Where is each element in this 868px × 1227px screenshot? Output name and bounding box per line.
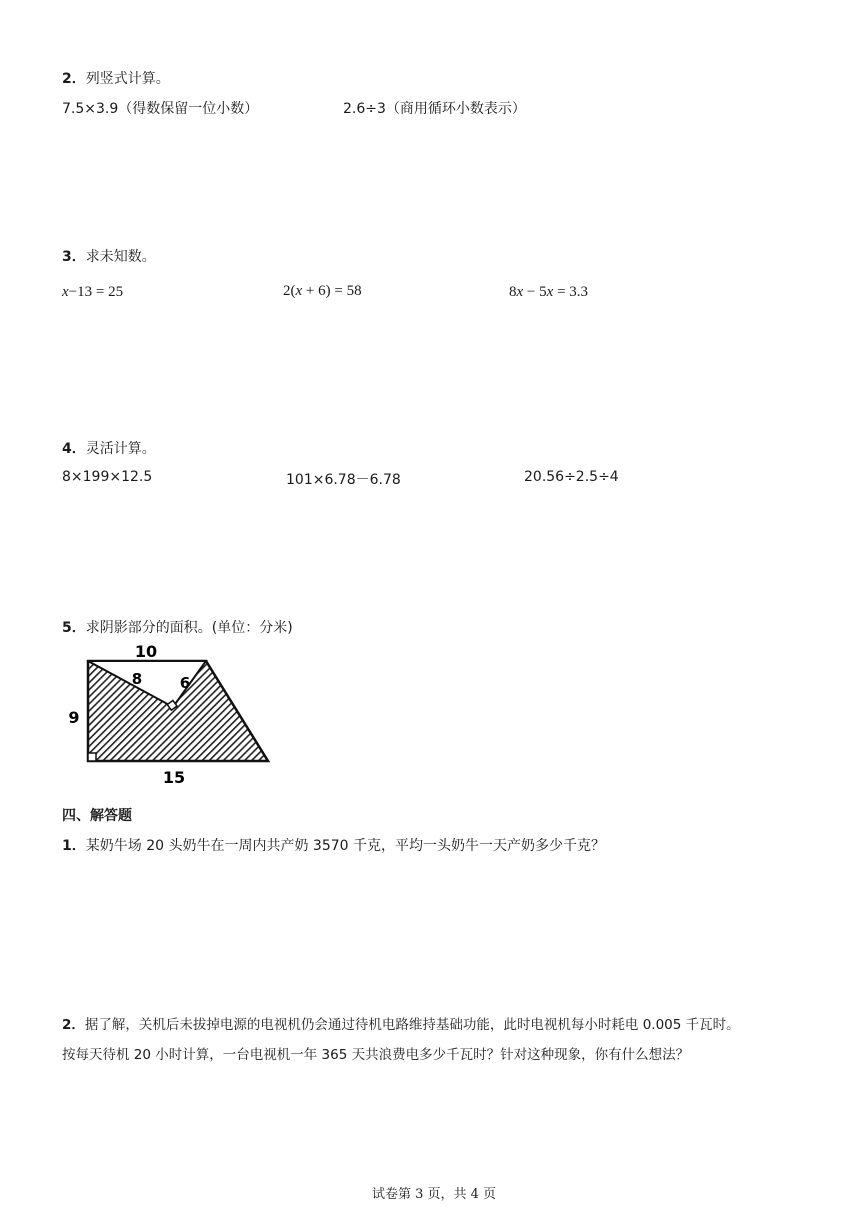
eq2-coefficient: 2 [283, 283, 291, 299]
q3-number: 3． [62, 249, 86, 265]
s4-q2-text-1: 据了解，关机后未拔掉电源的电视机仍会通过待机电路维持基础功能，此时电视机每小时耗电 0.005 千瓦时。 [84, 1017, 740, 1033]
q5-number: 5． [62, 620, 86, 636]
eq3-operator: − 5 [523, 284, 547, 300]
q2-heading [62, 68, 170, 88]
label-top: 10 [134, 642, 158, 661]
s4-q2-number: 2． [62, 1017, 85, 1033]
q2-item-1: 7.5×3.9（得数保留一位小数） [62, 101, 259, 117]
label-hypotenuse: 8 [131, 670, 143, 688]
q4-number: 4． [62, 441, 86, 457]
q3-heading [62, 246, 156, 266]
page-footer: 试卷第 3 页，共 4 页 [371, 1187, 497, 1202]
q3-equation-2 [283, 283, 362, 300]
eq2-variable: x [295, 283, 303, 299]
q5-heading [62, 617, 293, 637]
q3-title: 求未知数。 [85, 249, 156, 265]
eq2-middle: + 6 [302, 283, 326, 299]
q3-equation-1 [62, 284, 123, 301]
q4-title: 灵活计算。 [85, 441, 156, 457]
s4-q1-text: 某奶牛场 20 头奶牛在一周内共产奶 3570 千克，平均一头奶牛一天产奶多少千克？ [85, 838, 605, 854]
q4-item-3: 20.56÷2.5÷4 [524, 469, 619, 485]
q5-title: 求阴影部分的面积。(单位：分米) [85, 620, 293, 636]
q2-title: 列竖式计算。 [85, 71, 170, 87]
right-angle-marker-corner [88, 753, 96, 761]
section-4-title: 四、解答题 [62, 808, 132, 824]
eq3-rest: = 3.3 [553, 284, 589, 300]
s4-q2-line-2: 按每天待机 20 小时计算，一台电视机一年 365 天共浪费电多少千瓦时？针对这种现象，你有什么想法？ [62, 1047, 690, 1063]
q2-number: 2． [62, 71, 86, 87]
eq3-variable-1: x [516, 284, 524, 300]
eq3-coef-1: 8 [509, 284, 517, 300]
eq1-rest: −13 = 25 [68, 284, 124, 300]
eq2-open-paren: ( [290, 283, 296, 299]
q2-item-2: 2.6÷3（商用循环小数表示） [343, 101, 526, 117]
label-height: 6 [179, 674, 191, 692]
eq3-variable-2: x [546, 284, 554, 300]
eq1-variable: x [62, 284, 69, 300]
eq2-close-paren: ) [325, 283, 331, 299]
q3-equation-3 [509, 284, 588, 301]
trapezoid-figure [60, 640, 280, 790]
eq2-rest: = 58 [330, 283, 362, 299]
q4-item-2: 101×6.78－6.78 [286, 472, 401, 488]
s4-q2-line-1 [62, 1013, 740, 1033]
q4-item-1: 8×199×12.5 [62, 469, 153, 485]
label-bottom: 15 [162, 768, 186, 787]
label-left: 9 [68, 708, 80, 727]
s4-q1-number: 1． [62, 838, 86, 854]
q4-heading [62, 438, 156, 458]
s4-q1 [62, 835, 605, 855]
